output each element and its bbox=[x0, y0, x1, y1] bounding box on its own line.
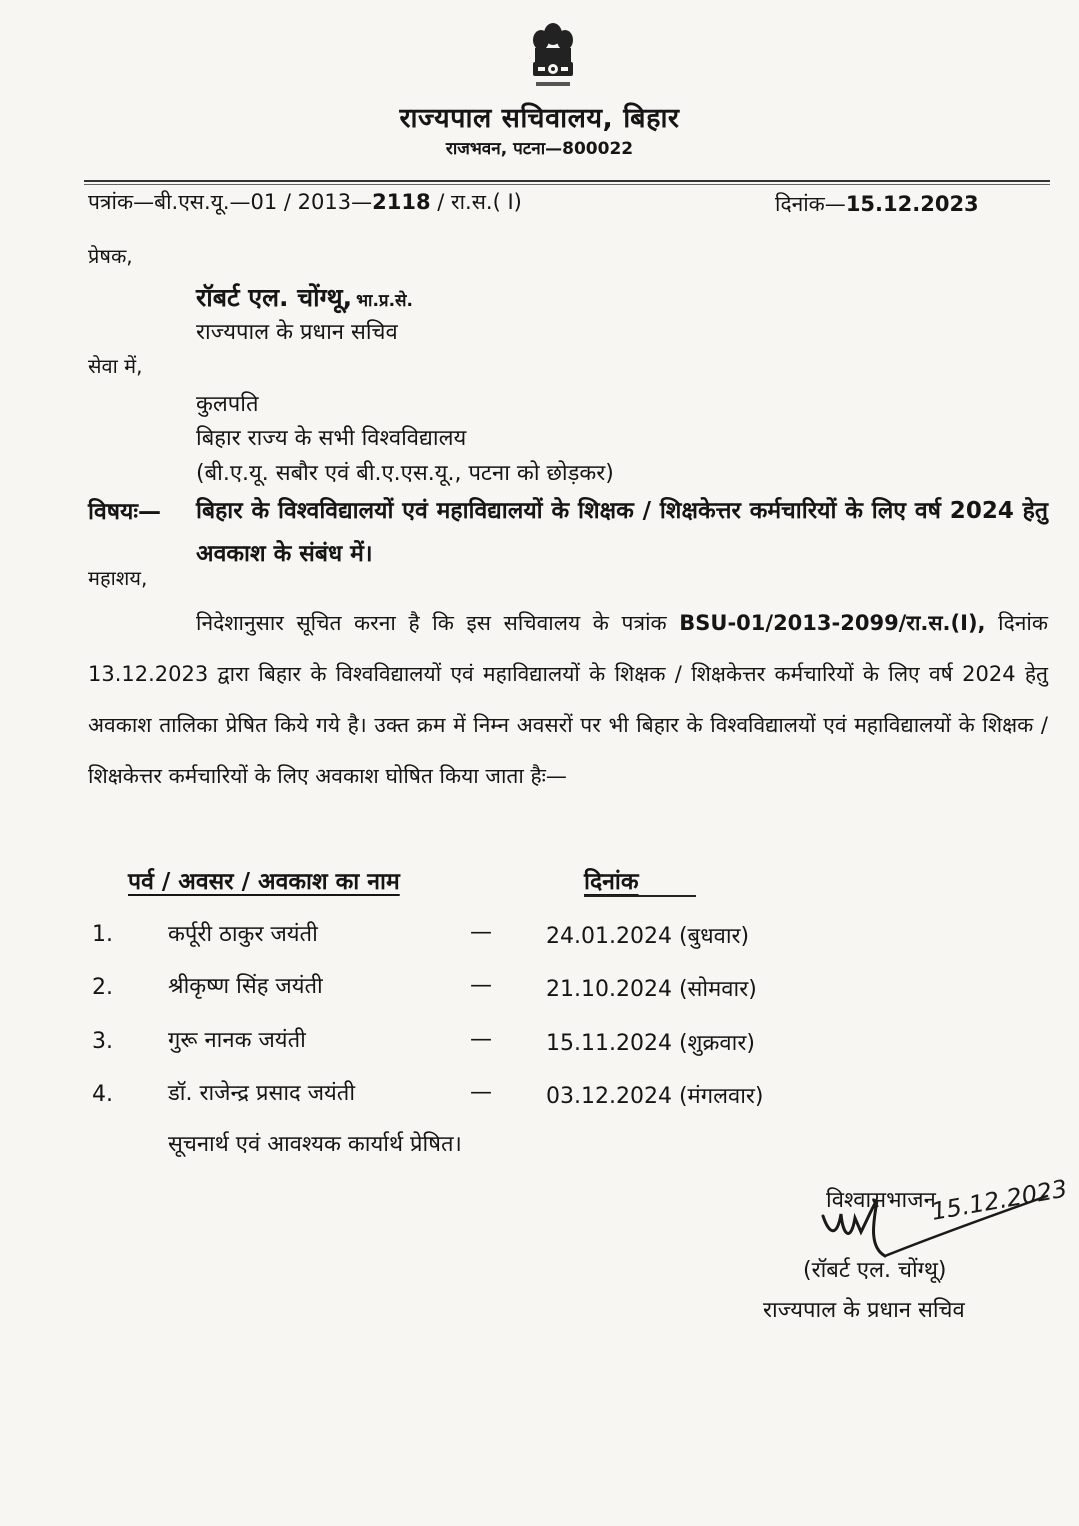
table-row-4-name: डॉ. राजेन्द्र प्रसाद जयंती bbox=[168, 1081, 356, 1106]
table-row-1-num: 1. bbox=[92, 922, 113, 947]
yours-faithfully: विश्वासभाजन bbox=[826, 1188, 936, 1213]
recipient-line-3: (बी.ए.यू. सबौर एवं बी.ए.एस.यू., पटना को छोड़कर) bbox=[196, 461, 614, 486]
table-row-4-dash: — bbox=[470, 1080, 492, 1105]
table-row-1-date: 24.01.2024 (बुधवार) bbox=[546, 924, 750, 949]
recipient-line-2: बिहार राज्य के सभी विश्वविद्यालय bbox=[196, 426, 467, 451]
table-header-name: पर्व / अवसर / अवकाश का नाम bbox=[128, 869, 400, 895]
signatory-designation: राज्यपाल के प्रधान सचिव bbox=[763, 1298, 965, 1323]
table-row-2-dash: — bbox=[470, 973, 492, 998]
sender-name: रॉबर्ट एल. चोंग्थू, भा.प्र.से. bbox=[196, 283, 414, 312]
subject-label: विषयः— bbox=[88, 499, 162, 525]
reference-number: पत्रांक—बी.एस.यू.—01 / 2013—2118 / रा.स.( I) bbox=[88, 190, 522, 214]
recipient-line-1: कुलपति bbox=[196, 392, 259, 417]
table-row-1-name: कर्पूरी ठाकुर जयंती bbox=[168, 922, 318, 947]
signature-date: 15.12.2023 bbox=[929, 1176, 1065, 1226]
letter-date: दिनांक—15.12.2023 bbox=[775, 192, 979, 216]
header-divider-thin bbox=[84, 184, 1050, 185]
table-row-3-num: 3. bbox=[92, 1029, 113, 1054]
table-row-1-dash: — bbox=[470, 920, 492, 945]
table-row-3-name: गुरू नानक जयंती bbox=[168, 1028, 306, 1053]
signatory-name: (रॉबर्ट एल. चोंग्थू) bbox=[803, 1258, 947, 1283]
office-address: राजभवन, पटना—800022 bbox=[445, 139, 634, 159]
sender-designation: राज्यपाल के प्रधान सचिव bbox=[196, 320, 398, 345]
table-row-4-date: 03.12.2024 (मंगलवार) bbox=[546, 1084, 764, 1109]
body-paragraph: निदेशानुसार सूचित करना है कि इस सचिवालय के पत्रांक BSU-01/2013-2099/रा.स.(I), दिनांक 13.12.2023 द्वारा बिहार के विश्वविद्यालयों एवं महाविद्यालयों के शिक्षक / शिक्षकेत्तर कर्मचारियों के लिए वर्ष 2024 हेतु अवकाश तालिका प्रेषित किये गये है। उक्त क्रम में निम्न अवसरों पर भी बिहार के विश्वविद्यालयों एवं महाविद्यालयों के शिक्षक / शिक्षकेत्तर कर्मचारियों के लिए अवकाश घोषित किया जाता हैः— bbox=[88, 611, 1048, 788]
table-header-date-underline bbox=[584, 895, 696, 897]
table-row-4-num: 4. bbox=[92, 1082, 113, 1107]
recipient-label: सेवा में, bbox=[88, 354, 143, 378]
table-row-2-date: 21.10.2024 (सोमवार) bbox=[546, 977, 757, 1002]
salutation: महाशय, bbox=[88, 566, 148, 590]
table-row-2-num: 2. bbox=[92, 975, 113, 1000]
table-row-2-name: श्रीकृष्ण सिंह जयंती bbox=[168, 974, 323, 999]
sender-label: प्रेषक, bbox=[88, 244, 133, 268]
table-row-3-dash: — bbox=[470, 1027, 492, 1052]
national-emblem-icon bbox=[528, 18, 578, 92]
table-header-date: दिनांक bbox=[584, 869, 639, 895]
subject-text: बिहार के विश्वविद्यालयों एवं महाविद्यालयों के शिक्षक / शिक्षकेत्तर कर्मचारियों के लिए वर्ष 2024 हेतु अवकाश के संबंध में। bbox=[196, 498, 1048, 567]
table-row-3-date: 15.11.2024 (शुक्रवार) bbox=[546, 1031, 755, 1056]
office-name: राज्यपाल सचिवालय, बिहार bbox=[399, 103, 680, 134]
header-divider bbox=[84, 180, 1050, 182]
closing-line: सूचनार्थ एवं आवश्यक कार्यार्थ प्रेषित। bbox=[168, 1132, 462, 1157]
